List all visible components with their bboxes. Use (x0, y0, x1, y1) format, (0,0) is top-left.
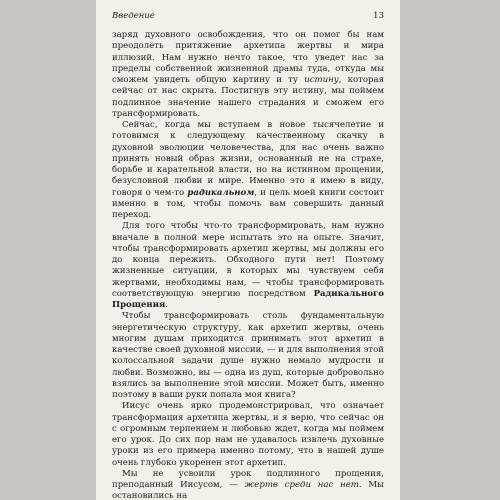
body-text (112, 30, 384, 500)
paragraph (112, 221, 384, 311)
running-head (112, 10, 384, 22)
paragraph (112, 401, 384, 469)
paragraph (112, 469, 384, 500)
running-title: Введение (112, 11, 155, 21)
text-run: . Мы остановились на (112, 480, 384, 500)
text-run: , которая сейчас от нас скрыта. Постигнув эту истину, мы поймем подлинное значение нашего страдания и сможем его трансформировать. (112, 75, 384, 119)
text-run: , и цель моей книги состоит именно в том, чтобы помочь вам совершить данный переход. (112, 187, 384, 220)
page-number: 13 (373, 11, 384, 21)
paragraph (112, 120, 384, 221)
paragraph (112, 311, 384, 401)
text-run: Для того чтобы что-то трансформировать, нам нужно вначале в полной мере испытать это на опыте. Значит, чтобы трансформировать архетип жертвы, мы должны его до конца пережить. Обходного пути нет! Поэтому жизненные ситуации, в которых мы чувствуем себя жертвами, необходимы нам, — чтобы трансформировать соответствующую энергию посредством (112, 221, 384, 299)
paragraph (112, 30, 384, 120)
book-page (96, 0, 400, 500)
bold-emphasis-text: радикальном (187, 187, 255, 198)
text-run: Мы не усвоили урок подлинного прощения, преподанный Иисусом, — (112, 468, 384, 490)
emphasis-text: жертв среди нас нет (244, 480, 359, 490)
bold-text: Радикального Прощения (112, 288, 384, 310)
text-run: заряд духовного освобождения, что он помог бы нам преодолеть притяжение архетипа жертвы и мира иллюзий. Нам нужно нечто такое, что уведет нас за пределы собственной жизненной драмы туда, откуда мы сможем увидеть общую картину и ту (112, 30, 384, 85)
text-run: Сейчас, когда мы вступаем в новое тысячелетие и готовимся к следующему качественному скачку в духовной эволюции человечества, для нас очень важно принять новый образ жизни, основанный не на страхе, борьбе и карательной власти, но на истинном прощении, безусловной любви и мире. Именно это я имею в виду, говоря о чем-то (112, 120, 384, 198)
text-run: Чтобы трансформировать столь фундаментальную энергетическую структуру, как архетип жертвы, очень многим душам приходится принимать этот архетип в качестве своей духовной миссии, — и для выполнения этой колоссальной задачи душе нужно немало мудрости и любви. Возможно, вы — одна из душ, которые добровольно взялись за выполнение этой миссии. Может быть, именно поэтому в ваши руки попала моя книга? (112, 311, 384, 400)
text-run: . (165, 300, 169, 310)
emphasis-text: истину (304, 75, 339, 85)
text-run: Иисус очень ярко продемонстрировал, что означает трансформация архетипа жертвы, и я верю, что сейчас он с огромным терпением и любовью ждет, когда мы поймем его урок. До сих пор нам не удавалось извлечь духовные уроки из его примера именно потому, что в нашей душе очень глубоко укоренен этот архетип. (112, 401, 384, 468)
